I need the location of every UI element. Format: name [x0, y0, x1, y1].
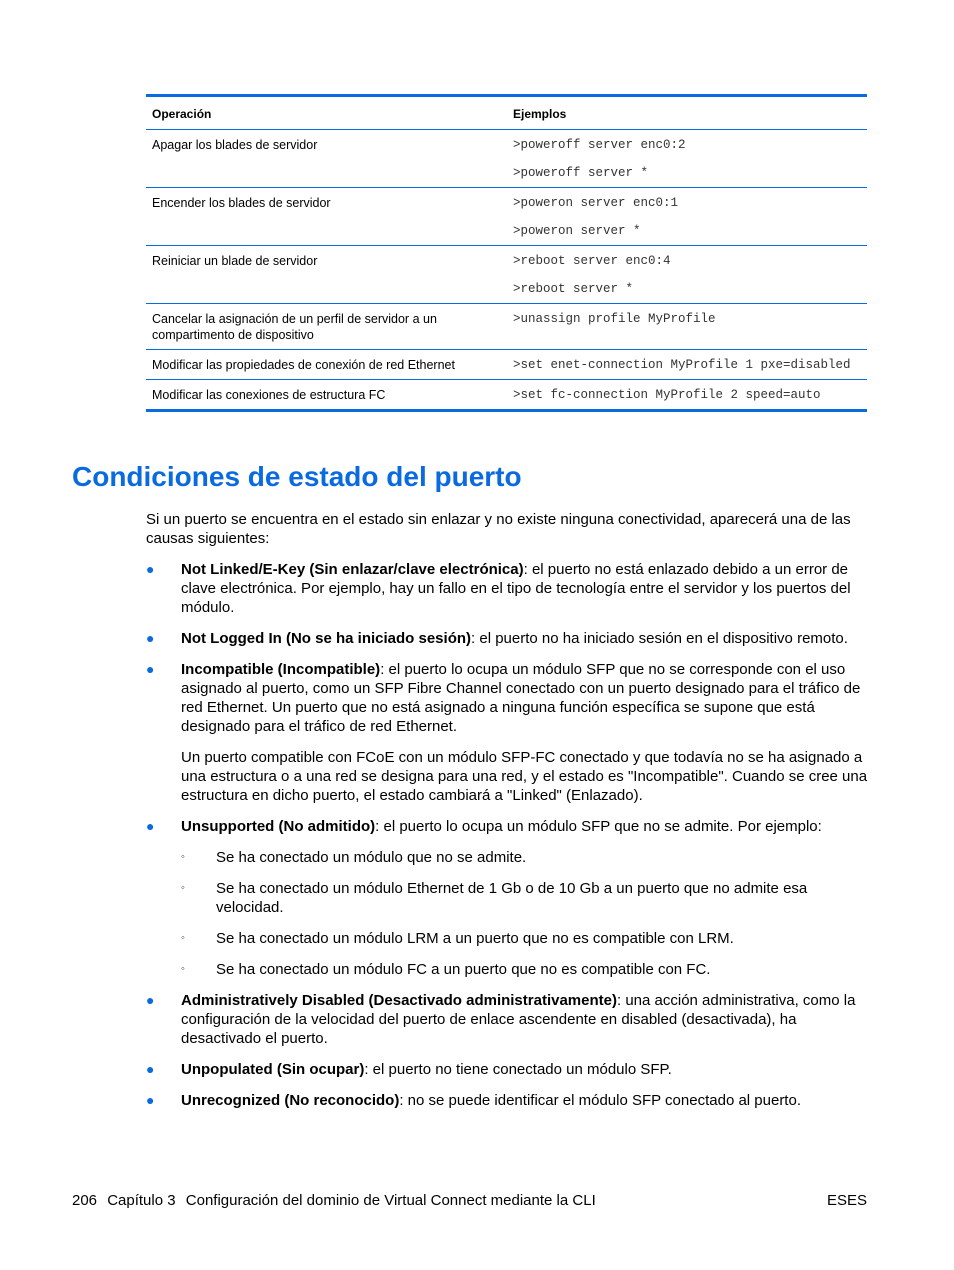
page-footer — [72, 1192, 867, 1209]
examples-cell — [507, 130, 867, 188]
list-item — [146, 1060, 870, 1079]
description: : una acción administrativa, como la configuración de la velocidad del puerto de enlace ascendente en disabled (desactivada), ha desactivado el puerto. — [181, 992, 856, 1047]
operation-cell: Reiniciar un blade de servidor — [146, 246, 507, 304]
table-row — [146, 188, 867, 246]
sub-list-item — [181, 960, 870, 979]
operation-cell: Apagar los blades de servidor — [146, 130, 507, 188]
term: Not Linked/E-Key (Sin enlazar/clave electrónica) — [181, 561, 524, 578]
header-operation: Operación — [146, 96, 507, 130]
list-item — [146, 560, 870, 617]
list-item — [146, 660, 870, 805]
sub-text: Se ha conectado un módulo LRM a un puerto que no es compatible con LRM. — [216, 930, 734, 947]
term: Unrecognized (No reconocido) — [181, 1092, 400, 1109]
code-example: >set enet-connection MyProfile 1 pxe=disabled — [513, 358, 851, 372]
operations-table — [146, 94, 867, 412]
code-example: >poweron server enc0:1 — [513, 196, 679, 210]
bullet-icon: ● — [146, 992, 155, 1008]
code-example: >set fc-connection MyProfile 2 speed=auto — [513, 388, 821, 402]
bullet-icon: ● — [146, 630, 155, 646]
sub-list-item — [181, 879, 870, 917]
bullet-icon: ● — [146, 818, 155, 834]
header-examples: Ejemplos — [507, 96, 867, 130]
description: : el puerto no tiene conectado un módulo SFP. — [364, 1061, 672, 1078]
sub-text: Se ha conectado un módulo que no se admite. — [216, 849, 527, 866]
extra-paragraph: Un puerto compatible con FCoE con un módulo SFP-FC conectado y que todavía no se ha asignado a una estructura o a una red se designa para una red, y el estado es "Incompatible". Cuando se cree una estructura en dicho puerto, el estado cambiará a "Linked" (Enlazado). — [181, 749, 868, 804]
circle-bullet-icon: ◦ — [181, 882, 185, 894]
page-number: 206 — [72, 1192, 98, 1209]
section-title: Condiciones de estado del puerto — [72, 461, 522, 492]
examples-cell — [507, 188, 867, 246]
chapter-label: Capítulo 3 — [107, 1192, 176, 1209]
chapter-title: Configuración del dominio de Virtual Connect mediante la CLI — [185, 1192, 596, 1209]
description: : el puerto lo ocupa un módulo SFP que no se admite. Por ejemplo: — [375, 818, 822, 835]
table-header-row — [146, 96, 867, 130]
list-item — [146, 817, 870, 979]
circle-bullet-icon: ◦ — [181, 932, 185, 944]
term: Administratively Disabled (Desactivado administrativamente) — [181, 992, 617, 1009]
description: : el puerto no está enlazado debido a un error de clave electrónica. Por ejemplo, hay un fallo en el tipo de tecnología entre el servidor y los puertos del módulo. — [181, 561, 851, 616]
operation-cell: Modificar las propiedades de conexión de red Ethernet — [146, 350, 507, 380]
examples-cell — [507, 246, 867, 304]
code-example: >unassign profile MyProfile — [513, 312, 716, 326]
operation-cell: Encender los blades de servidor — [146, 188, 507, 246]
term: Unsupported (No admitido) — [181, 818, 376, 835]
intro-paragraph: Si un puerto se encuentra en el estado sin enlazar y no existe ninguna conectividad, aparecerá una de las causas siguientes: — [146, 511, 851, 547]
cause-list — [146, 560, 870, 1110]
term: Unpopulated (Sin ocupar) — [181, 1061, 365, 1078]
examples-cell — [507, 380, 867, 411]
bullet-icon: ● — [146, 661, 155, 677]
table-row — [146, 350, 867, 380]
examples-cell — [507, 304, 867, 350]
description: : el puerto no ha iniciado sesión en el dispositivo remoto. — [471, 630, 848, 647]
code-example: >poweroff server enc0:2 — [513, 138, 686, 152]
sub-list-item — [181, 848, 870, 867]
code-example: >reboot server * — [513, 282, 634, 296]
bullet-icon: ● — [146, 561, 155, 577]
footer-left — [72, 1192, 602, 1209]
code-example: >poweroff server * — [513, 166, 649, 180]
table-row — [146, 380, 867, 411]
examples-cell — [507, 350, 867, 380]
sub-list — [181, 848, 870, 979]
operation-cell: Cancelar la asignación de un perfil de servidor a un compartimento de dispositivo — [146, 304, 507, 350]
sub-list-item — [181, 929, 870, 948]
term: Not Logged In (No se ha iniciado sesión) — [181, 630, 472, 647]
list-item — [146, 1091, 870, 1110]
bullet-icon: ● — [146, 1061, 155, 1077]
table-row — [146, 304, 867, 350]
circle-bullet-icon: ◦ — [181, 963, 185, 975]
circle-bullet-icon: ◦ — [181, 851, 185, 863]
bullet-icon: ● — [146, 1092, 155, 1108]
section-body — [146, 510, 870, 1122]
operation-cell: Modificar las conexiones de estructura FC — [146, 380, 507, 411]
code-example: >poweron server * — [513, 224, 641, 238]
list-item — [146, 629, 870, 648]
code-example: >reboot server enc0:4 — [513, 254, 671, 268]
table-row — [146, 246, 867, 304]
description: : no se puede identificar el módulo SFP conectado al puerto. — [399, 1092, 801, 1109]
table-row — [146, 130, 867, 188]
term: Incompatible (Incompatible) — [181, 661, 381, 678]
language-code: ESES — [826, 1192, 867, 1209]
description: : el puerto lo ocupa un módulo SFP que no se corresponde con el uso asignado al puerto, como un SFP Fibre Channel conectado con un puerto designado para el tráfico de red Ethernet. Un puerto que no está asignado a ninguna función específica se supone que está designado para el tráfico de red Ethernet. — [181, 661, 861, 735]
sub-text: Se ha conectado un módulo FC a un puerto que no es compatible con FC. — [216, 961, 711, 978]
sub-text: Se ha conectado un módulo Ethernet de 1 Gb o de 10 Gb a un puerto que no admite esa velocidad. — [216, 880, 808, 916]
list-item — [146, 991, 870, 1048]
